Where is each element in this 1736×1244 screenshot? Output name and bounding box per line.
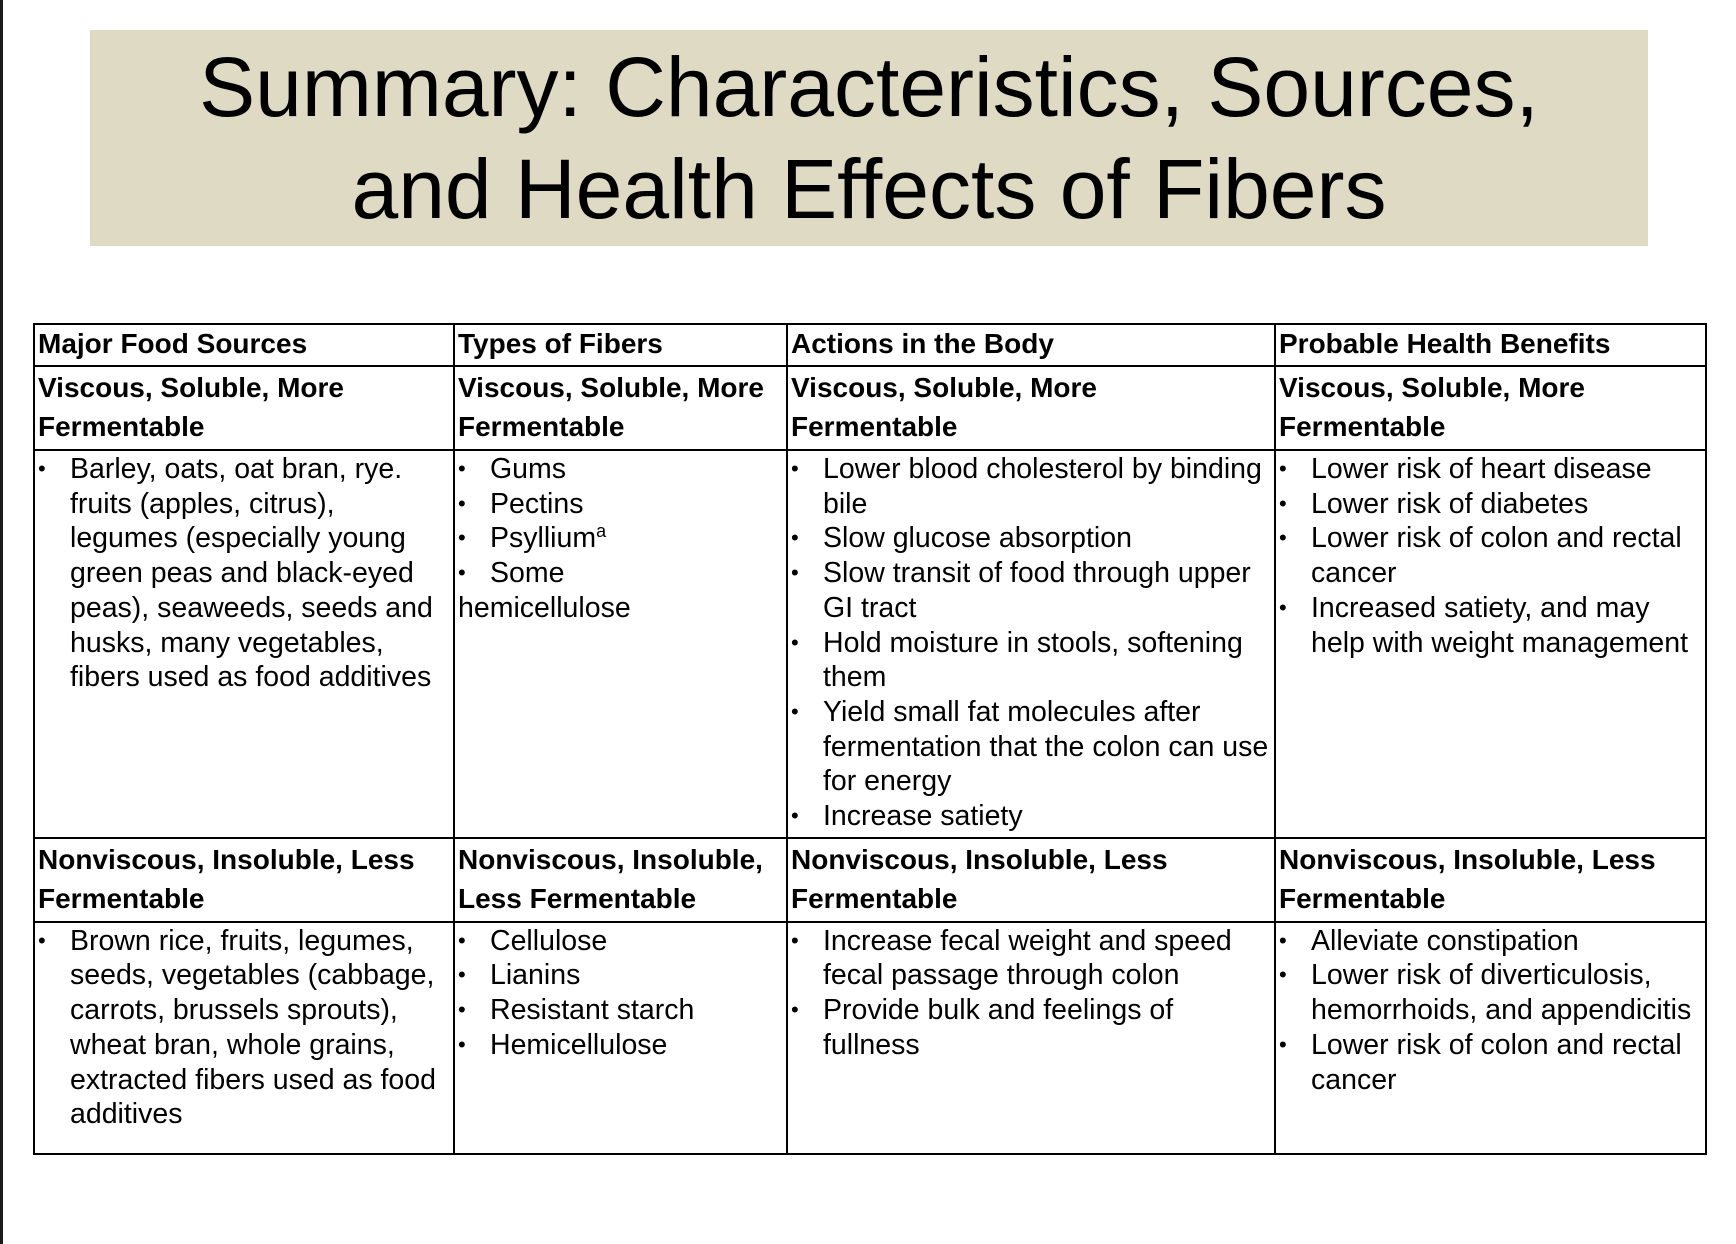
fiber-type-psyllium: Psyllium [490,522,597,555]
list-item: • Lower risk of heart disease [1279,452,1702,487]
group2-types-cell [454,922,787,1154]
group2-benefits-cell [1275,922,1706,1154]
left-edge-border [0,0,3,1244]
group1-benefits-list [1279,452,1702,660]
group2-label-benefits: Nonviscous, Insoluble, Less Fermentable [1275,838,1706,922]
list-item: • Hemicellulose [458,1028,783,1063]
group1-sources-list [38,452,450,695]
list-item: • Brown rice, fruits, legumes, seeds, vegetables (cabbage, carrots, brussels sprouts), wheat bran, whole grains, extracted fibers used as food additives [38,924,450,1132]
slide-title-banner [90,30,1648,246]
list-item: • Slow glucose absorption [791,521,1271,556]
fiber-type-continuation: hemicellulose [458,591,631,624]
header-probable-health-benefits: Probable Health Benefits [1275,324,1706,366]
group1-types-cell [454,450,787,838]
list-item: • Slow transit of food through upper GI tract [791,556,1271,625]
list-item: • Lower risk of diverticulosis, hemorrhoids, and appendicitis [1279,958,1702,1027]
list-item: • Cellulose [458,924,783,959]
list-item: • Lower blood cholesterol by binding bile [791,452,1271,521]
list-item: • Some [458,556,783,591]
group1-label-actions: Viscous, Soluble, More Fermentable [787,366,1275,450]
table-header-row [34,324,1706,366]
list-item: • Resistant starch [458,993,783,1028]
group1-label-types: Viscous, Soluble, More Fermentable [454,366,787,450]
group1-data-row [34,450,1706,838]
list-item: • Lower risk of colon and rectal cancer [1279,1028,1702,1097]
group1-actions-list [791,452,1271,834]
group2-label-sources: Nonviscous, Insoluble, Less Fermentable [34,838,454,922]
group2-label-row [34,838,1706,922]
group1-benefits-cell [1275,450,1706,838]
header-major-food-sources: Major Food Sources [34,324,454,366]
list-item: • Increase fecal weight and speed fecal passage through colon [791,924,1271,993]
header-actions-in-the-body: Actions in the Body [787,324,1275,366]
group2-actions-cell [787,922,1275,1154]
list-item [458,521,783,556]
group2-label-actions: Nonviscous, Insoluble, Less Fermentable [787,838,1275,922]
group2-sources-list [38,924,450,1132]
slide-title-line-2: and Health Effects of Fibers [351,142,1387,236]
list-item: • Pectins [458,487,783,522]
group2-sources-cell [34,922,454,1154]
group1-label-benefits: Viscous, Soluble, More Fermentable [1275,366,1706,450]
fibers-summary-table [33,323,1707,1155]
list-item: • Hold moisture in stools, softening them [791,626,1271,695]
slide-title [199,36,1539,240]
list-item: • Increased satiety, and may help with weight management [1279,591,1702,660]
slide-title-line-1: Summary: Characteristics, Sources, [199,40,1539,134]
list-item: • Alleviate constipation [1279,924,1702,959]
group2-benefits-list [1279,924,1702,1098]
group2-actions-list [791,924,1271,1063]
header-types-of-fibers: Types of Fibers [454,324,787,366]
list-item: • Gums [458,452,783,487]
list-item: • Yield small fat molecules after fermentation that the colon can use for energy [791,695,1271,799]
list-item: • Lianins [458,958,783,993]
list-item: • Barley, oats, oat bran, rye. fruits (apples, citrus), legumes (especially young green peas and black-eyed peas), seaweeds, seeds and husks, many vegetables, fibers used as food additives [38,452,450,695]
group1-types-list [458,452,783,591]
group1-label-sources: Viscous, Soluble, More Fermentable [34,366,454,450]
list-item: • Lower risk of diabetes [1279,487,1702,522]
group1-label-row [34,366,1706,450]
list-item: • Provide bulk and feelings of fullness [791,993,1271,1062]
group2-types-list [458,924,783,1063]
group1-sources-cell [34,450,454,838]
group2-data-row [34,922,1706,1154]
list-item: • Increase satiety [791,799,1271,834]
footnote-marker: a [596,521,607,542]
group2-label-types: Nonviscous, Insoluble, Less Fermentable [454,838,787,922]
group1-actions-cell [787,450,1275,838]
list-item: • Lower risk of colon and rectal cancer [1279,521,1702,590]
